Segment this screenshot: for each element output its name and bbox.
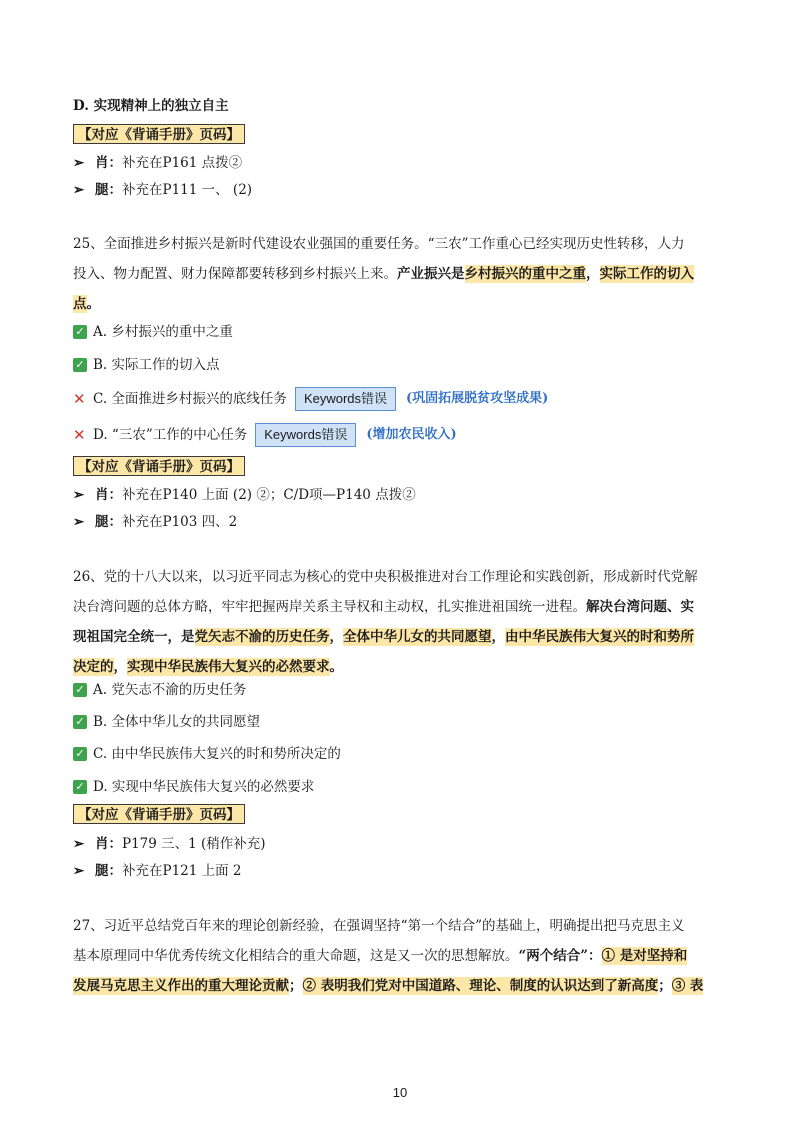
check-icon: ✓ — [73, 715, 87, 729]
page-number: 10 — [392, 1085, 408, 1100]
reference-tag: 【对应《背诵手册》页码】 — [73, 456, 245, 476]
xiao-ref: ➢ 肖：补充在P140 上面 (2) ②；C/D项—P140 点拨② — [73, 487, 416, 503]
q25-option-a: ✓ A. 乡村振兴的重中之重 — [73, 322, 233, 342]
xiao-ref: ➢ 肖：P179 三、1 (稍作补充) — [73, 836, 266, 852]
prev-option-d: D. 实现精神上的独立自主 — [73, 98, 229, 114]
q25-option-c: ✕ C. 全面推进乡村振兴的底线任务 Keywords错误 (巩固拓展脱贫攻坚成果) — [73, 387, 548, 411]
tui-ref: ➢ 腿：补充在P121 上面 2 — [73, 863, 242, 879]
question-25: 25、全面推进乡村振兴是新时代建设农业强国的重要任务。“三农”工作重心已经实现历史性转移，人力 投入、物力配置、财力保障都要转移到乡村振兴上来。产业振兴是乡村振兴的重中之重，实际工作的切入 点。 — [73, 236, 694, 312]
q26-option-c: ✓ C. 由中华民族伟大复兴的时和势所决定的 — [73, 744, 341, 764]
check-icon: ✓ — [73, 325, 87, 339]
tui-ref: ➢ 腿：补充在P111 一、 (2) — [73, 182, 253, 198]
question-26: 26、党的十八大以来，以习近平同志为核心的党中央积极推进对台工作理论和实践创新，形成新时代党解 决台湾问题的总体方略，牢牢把握两岸关系主导权和主动权，扎实推进祖国统一进程。解决台湾问题、实 现祖国完全统一，是党矢志不渝的历史任务，全体中华儿女的共同愿望，由中华民族伟大复兴的时和势所 决定的，实现中华民族伟大复兴的必然要求。 — [73, 569, 698, 675]
check-icon: ✓ — [73, 780, 87, 794]
reference-tag: 【对应《背诵手册》页码】 — [73, 124, 245, 144]
arrow-bullet-icon: ➢ — [73, 863, 85, 879]
q25-option-d: ✕ D. “三农”工作的中心任务 Keywords错误 (增加农民收入) — [73, 423, 457, 447]
cross-icon: ✕ — [73, 426, 86, 444]
keyword-error-badge: Keywords错误 — [255, 423, 356, 447]
arrow-bullet-icon: ➢ — [73, 487, 85, 503]
cross-icon: ✕ — [73, 390, 86, 408]
reference-tag: 【对应《背诵手册》页码】 — [73, 804, 245, 824]
q26-option-a: ✓ A. 党矢志不渝的历史任务 — [73, 680, 246, 700]
check-icon: ✓ — [73, 747, 87, 761]
xiao-ref: ➢ 肖：补充在P161 点拨② — [73, 155, 243, 171]
check-icon: ✓ — [73, 358, 87, 372]
check-icon: ✓ — [73, 683, 87, 697]
keyword-note: (增加农民收入) — [366, 427, 457, 442]
question-27: 27、习近平总结党百年来的理论创新经验，在强调坚持“第一个结合”的基础上，明确提出把马克思主义 基本原理同中华优秀传统文化相结合的重大命题，这是又一次的思想解放。“两个结合”：① 是对坚持和 发展马克思主义作出的重大理论贡献；② 表明我们党对中国道路、理论、制度的认识达到了新高度；③ 表 — [73, 918, 704, 994]
keyword-note: (巩固拓展脱贫攻坚成果) — [406, 391, 549, 406]
arrow-bullet-icon: ➢ — [73, 514, 85, 530]
keyword-error-badge: Keywords错误 — [295, 387, 396, 411]
arrow-bullet-icon: ➢ — [73, 155, 85, 171]
arrow-bullet-icon: ➢ — [73, 836, 85, 852]
tui-ref: ➢ 腿：补充在P103 四、2 — [73, 514, 238, 530]
q26-option-b: ✓ B. 全体中华儿女的共同愿望 — [73, 712, 260, 732]
q25-option-b: ✓ B. 实际工作的切入点 — [73, 355, 220, 375]
arrow-bullet-icon: ➢ — [73, 182, 85, 198]
q26-option-d: ✓ D. 实现中华民族伟大复兴的必然要求 — [73, 777, 314, 797]
